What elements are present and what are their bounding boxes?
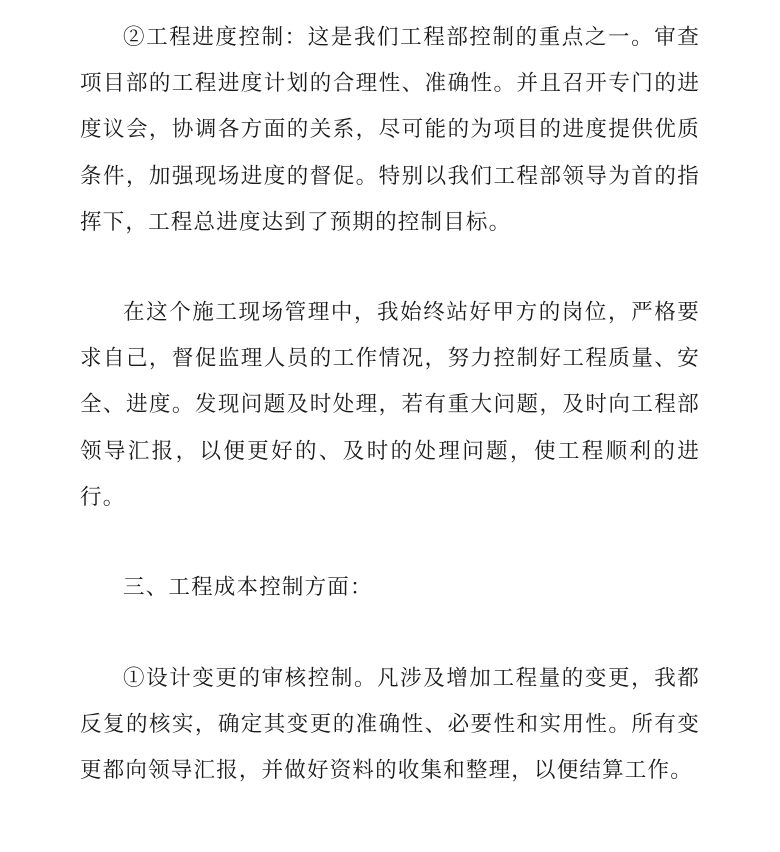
section-heading-cost-control: 三、工程成本控制方面： xyxy=(123,575,373,600)
paragraph-site-management: 在这个施工现场管理中，我始终站好甲方的岗位，严格要求自己，督促监理人员的工作情况，努力控制好工程质量、安全、进度。发现问题及时处理，若有重大问题，及时向工程部领导汇报，以便更好的、及时的处理问题，使工程顺利的进行。 xyxy=(80,300,700,510)
paragraph-schedule-control: ②工程进度控制：这是我们工程部控制的重点之一。审查项目部的工程进度计划的合理性、准确性。并且召开专门的进度议会，协调各方面的关系，尽可能的为项目的进度提供优质条件，加强现场进度的督促。特别以我们工程部领导为首的指挥下，工程总进度达到了预期的控制目标。 xyxy=(80,25,700,235)
paragraph-design-change-review: ①设计变更的审核控制。凡涉及增加工程量的变更，我都反复的核实，确定其变更的准确性、必要性和实用性。所有变更都向领导汇报，并做好资料的收集和整理，以便结算工作。 xyxy=(80,666,700,784)
